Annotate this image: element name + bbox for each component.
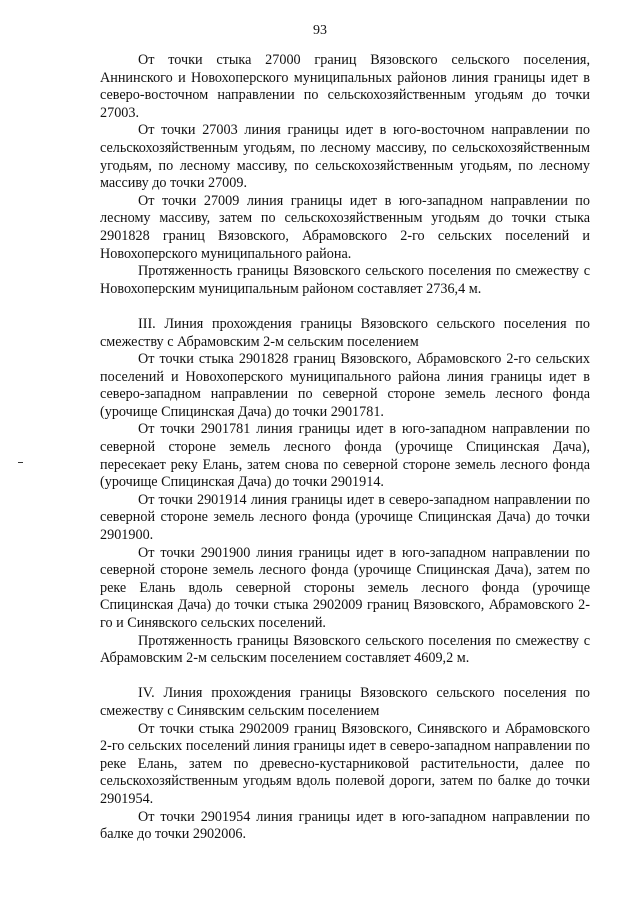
paragraph: От точки стыка 27000 границ Вязовского сельского поселения, Аннинского и Новохоперского муниципальных районов линия границы идет в северо-восточном направлении по сельскохозяйственным угодьям до точки 27003. bbox=[100, 52, 590, 121]
section-gap bbox=[100, 668, 590, 686]
paragraph: От точки 2901900 линия границы идет в юго-западном направлении по северной стороне земель лесного фонда (урочище Спицинская Дача), затем по реке Елань вдоль северной стороны земель лесного фонда (урочище Спицинская Дача) до точки стыка 2902009 границ Вязовского, Абрамовского 2-го и Синявского сельских поселений. bbox=[100, 544, 590, 631]
paragraph: Протяженность границы Вязовского сельского поселения по смежеству с Абрамовским 2-м сельским поселением составляет 4609,2 м. bbox=[100, 632, 590, 667]
margin-mark bbox=[18, 462, 23, 463]
paragraph: Протяженность границы Вязовского сельского поселения по смежеству с Новохоперским муниципальным районом составляет 2736,4 м. bbox=[100, 263, 590, 297]
paragraph: От точки стыка 2902009 границ Вязовского, Синявского и Абрамовского 2-го сельских поселений линия границы идет в северо-западном направлении по реке Елань, затем по древесно-кустарниковой растительности, далее по сельскохозяйственным угодьям вдоль полевой дороги, затем по балке до точки 2901954. bbox=[100, 720, 590, 807]
section-heading: III. Линия прохождения границы Вязовского сельского поселения по смежеству с Абрамовским 2-м сельским поселением bbox=[100, 315, 590, 350]
page-number: 93 bbox=[313, 23, 327, 38]
paragraph: От точки стыка 2901828 границ Вязовского, Абрамовского 2-го сельских поселений и Новохоперского муниципального района линия границы идет в северо-западном направлении по северной стороне земель лесного фонда (урочище Спицинская Дача) до точки 2901781. bbox=[100, 351, 590, 420]
document-body bbox=[100, 52, 590, 844]
paragraph: От точки 27009 линия границы идет в юго-западном направлении по лесному массиву, затем по сельскохозяйственным угодьям до точки стыка 2901828 границ Вязовского, Абрамовского 2-го сельских поселений и Новохоперского муниципального района. bbox=[100, 192, 590, 262]
paragraph: От точки 2901914 линия границы идет в северо-западном направлении по северной стороне земель лесного фонда (урочище Спицинская Дача) до точки 2901900. bbox=[100, 491, 590, 544]
paragraph: От точки 2901781 линия границы идет в юго-западном направлении по северной стороне земель лесного фонда (урочище Спицинская Дача), пересекает реку Елань, затем снова по северной стороне земель лесного фонда (урочище Спицинская Дача) до точки 2901914. bbox=[100, 421, 590, 491]
section-gap bbox=[100, 298, 590, 316]
paragraph: От точки 2901954 линия границы идет в юго-западном направлении по балке до точки 2902006. bbox=[100, 808, 590, 843]
paragraph: От точки 27003 линия границы идет в юго-восточном направлении по сельскохозяйственным угодьям, по лесному массиву, по сельскохозяйственным угодьям, по лесному массиву, по сельскохозяйственным угодьям, по лесному массиву до точки 27009. bbox=[100, 122, 590, 192]
section-heading: IV. Линия прохождения границы Вязовского сельского поселения по смежеству с Синявским сельским поселением bbox=[100, 685, 590, 719]
